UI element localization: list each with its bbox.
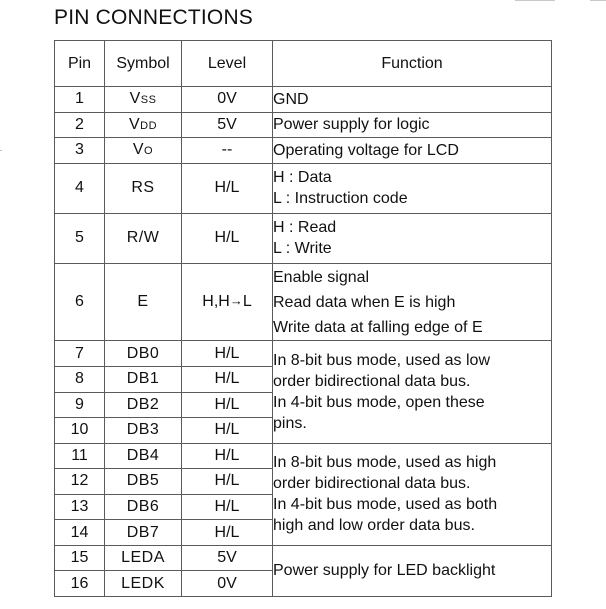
pin-function xyxy=(273,138,552,164)
pin-function xyxy=(273,112,552,138)
pin-level: H/L xyxy=(182,520,273,546)
pin-symbol: LEDK xyxy=(105,571,182,597)
arrow-right-icon: → xyxy=(229,293,243,309)
pin-level: 0V xyxy=(182,571,273,597)
pin-symbol: DB6 xyxy=(105,494,182,520)
pin-symbol: DB3 xyxy=(105,418,182,444)
table-row xyxy=(55,87,552,113)
function-line: Write data at falling edge of E xyxy=(273,318,483,336)
pin-level: H/L xyxy=(182,367,273,393)
function-line: order bidirectional data bus. xyxy=(273,475,471,493)
pin-function xyxy=(273,213,552,263)
function-line: Power supply for logic xyxy=(273,116,430,134)
function-line: Enable signal xyxy=(273,268,370,286)
function-line: Read data when E is high xyxy=(273,293,456,311)
pin-number: 3 xyxy=(55,138,105,164)
pin-number: 1 xyxy=(55,87,105,113)
pin-level: 0V xyxy=(182,87,273,113)
table-row xyxy=(55,138,552,164)
function-line: H : Data xyxy=(273,169,332,187)
function-line: H : Read xyxy=(273,219,337,237)
scan-edge-mark xyxy=(515,0,555,1)
function-line: In 4-bit bus mode, open these xyxy=(273,394,485,412)
pin-number: 4 xyxy=(55,163,105,213)
pin-symbol: DB2 xyxy=(105,392,182,418)
function-line: Operating voltage for LCD xyxy=(273,141,459,159)
header-level: Level xyxy=(182,41,273,87)
function-line: L : Write xyxy=(273,240,332,258)
pin-number: 7 xyxy=(55,341,105,367)
pin-number: 10 xyxy=(55,418,105,444)
scan-edge-mark xyxy=(0,150,2,151)
pin-symbol: DB7 xyxy=(105,520,182,546)
function-line: In 8-bit bus mode, used as low xyxy=(273,352,491,370)
function-line: pins. xyxy=(273,415,307,433)
symbol-main: V xyxy=(128,115,141,133)
group-function-low-bus xyxy=(273,341,552,443)
pin-symbol: RS xyxy=(105,163,182,213)
pin-number: 16 xyxy=(55,571,105,597)
symbol-main: V xyxy=(129,90,141,108)
pin-symbol: DB1 xyxy=(105,367,182,393)
pin-symbol: R/W xyxy=(105,213,182,263)
table-row xyxy=(55,341,552,367)
header-pin: Pin xyxy=(55,41,105,87)
table-row xyxy=(55,443,552,469)
page-title: PIN CONNECTIONS xyxy=(54,6,254,29)
table-row xyxy=(55,263,552,341)
scan-edge-mark xyxy=(590,0,606,1)
function-line: GND xyxy=(273,90,309,108)
pin-level: H/L xyxy=(182,469,273,495)
header-symbol: Symbol xyxy=(105,41,182,87)
pin-level: H/L xyxy=(182,341,273,367)
pin-number: 2 xyxy=(55,112,105,138)
pin-function xyxy=(273,87,552,113)
function-line: In 4-bit bus mode, used as both xyxy=(273,496,498,514)
pin-symbol xyxy=(105,87,182,113)
function-line: high and low order data bus. xyxy=(273,517,475,535)
function-line: order bidirectional data bus. xyxy=(273,373,471,391)
symbol-subscript: SS xyxy=(140,94,157,107)
pin-number: 5 xyxy=(55,213,105,263)
symbol-main: V xyxy=(132,141,145,159)
pin-symbol: LEDA xyxy=(105,545,182,571)
pin-level: H/L xyxy=(182,392,273,418)
table-header-row xyxy=(55,41,552,87)
table-row xyxy=(55,163,552,213)
pin-level: -- xyxy=(182,138,273,164)
pin-number: 14 xyxy=(55,520,105,546)
pin-level: H/L xyxy=(182,494,273,520)
pin-level: H/L xyxy=(182,213,273,263)
symbol-subscript: DD xyxy=(140,119,158,132)
table-row xyxy=(55,112,552,138)
table-row xyxy=(55,213,552,263)
pin-level: 5V xyxy=(182,112,273,138)
function-line: L : Instruction code xyxy=(273,190,408,208)
pin-level: H/L xyxy=(182,163,273,213)
function-line: In 8-bit bus mode, used as high xyxy=(273,454,497,472)
pin-symbol: DB0 xyxy=(105,341,182,367)
pin-number: 6 xyxy=(55,263,105,341)
symbol-subscript: O xyxy=(144,145,154,158)
pin-symbol: DB5 xyxy=(105,469,182,495)
pin-number: 9 xyxy=(55,392,105,418)
header-function: Function xyxy=(273,41,552,87)
pin-function xyxy=(273,263,552,341)
pin-symbol xyxy=(105,112,182,138)
pin-symbol xyxy=(105,138,182,164)
table-row xyxy=(55,545,552,571)
pin-level: H/L xyxy=(182,443,273,469)
pin-number: 12 xyxy=(55,469,105,495)
pin-number: 13 xyxy=(55,494,105,520)
pin-symbol: DB4 xyxy=(105,443,182,469)
pin-level: 5V xyxy=(182,545,273,571)
pin-number: 15 xyxy=(55,545,105,571)
group-function-high-bus xyxy=(273,443,552,545)
pin-symbol: E xyxy=(105,263,182,341)
pin-connections-table xyxy=(54,40,552,597)
pin-number: 8 xyxy=(55,367,105,393)
pin-function xyxy=(273,163,552,213)
group-function-backlight xyxy=(273,545,552,596)
pin-number: 11 xyxy=(55,443,105,469)
function-line: Power supply for LED backlight xyxy=(273,562,496,580)
pin-level xyxy=(182,263,273,341)
level-end: L xyxy=(242,293,252,311)
pin-level: H/L xyxy=(182,418,273,444)
level-main: H,H xyxy=(202,293,230,311)
